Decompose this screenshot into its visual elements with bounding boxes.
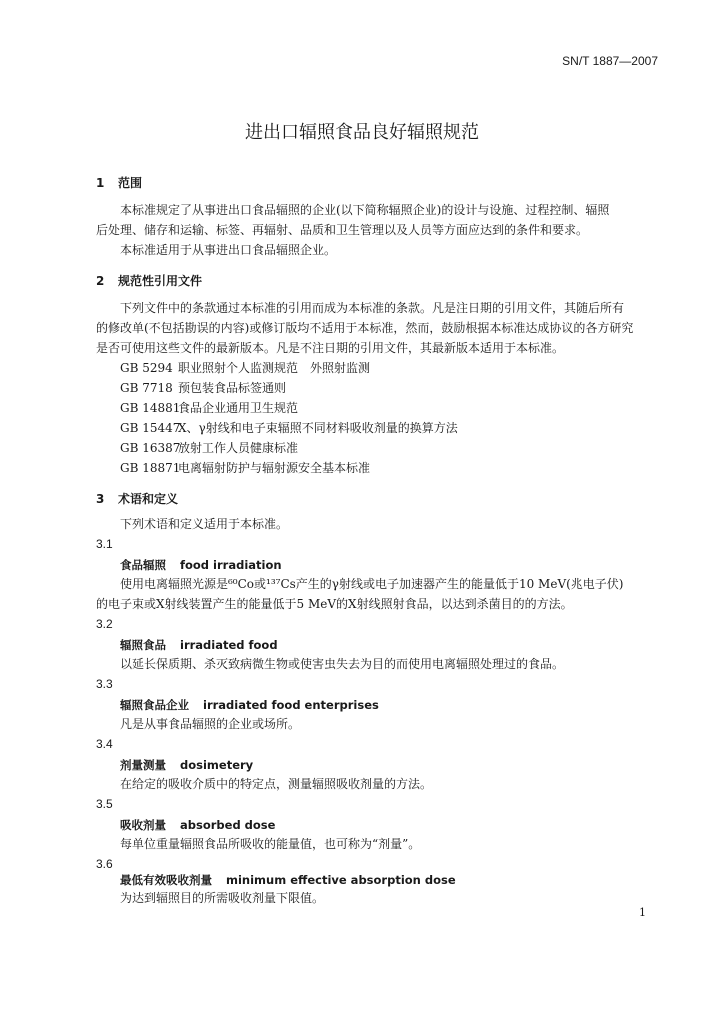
term-definition: 凡是从事食品辐照的企业或场所。: [120, 717, 301, 731]
references-paragraph-line: 是否可使用这些文件的最新版本。凡是不注日期的引用文件，其最新版本适用于本标准。: [96, 341, 565, 355]
term-heading: [120, 872, 456, 888]
term-cn: 剂量测量: [120, 758, 166, 772]
term-definition: 使用电离辐照光源是⁶⁰Co或¹³⁷Cs产生的γ射线或电子加速器产生的能量低于10 MeV(兆电子伏): [120, 577, 624, 591]
reference-item: [120, 378, 286, 398]
clause-number: 3.6: [96, 857, 113, 871]
term-en: minimum effective absorption dose: [226, 873, 456, 887]
term-definition: 的电子束或X射线装置产生的能量低于5 MeV的X射线照射食品，以达到杀菌目的的方法。: [96, 597, 573, 611]
reference-code: GB 7718: [120, 381, 173, 395]
term-cn: 吸收剂量: [120, 818, 166, 832]
references-paragraph-line: 下列文件中的条款通过本标准的引用而成为本标准的条款。凡是注日期的引用文件，其随后所有: [120, 301, 625, 315]
section-title: 范围: [118, 176, 143, 190]
standard-number: SN/T 1887—2007: [562, 54, 658, 68]
reference-code: GB 14881: [120, 401, 181, 415]
term-en: food irradiation: [180, 558, 282, 572]
reference-title: X、γ射线和电子束辐照不同材料吸收剂量的换算方法: [178, 421, 458, 435]
term-heading: [120, 557, 282, 573]
term-heading: [120, 697, 379, 713]
clause-number: 3.1: [96, 537, 113, 551]
reference-code: GB 18871: [120, 461, 181, 475]
term-cn: 食品辐照: [120, 558, 166, 572]
reference-title: 职业照射个人监测规范 外照射监测: [178, 361, 371, 375]
clause-number: 3.4: [96, 737, 113, 751]
section-number: 3: [96, 492, 105, 506]
scope-applicability: 本标准适用于从事进出口食品辐照企业。: [120, 243, 337, 257]
reference-item: [120, 458, 370, 478]
term-definition: 为达到辐照目的所需吸收剂量下限值。: [120, 891, 325, 905]
term-en: irradiated food enterprises: [203, 698, 379, 712]
references-paragraph-line: 的修改单(不包括勘误的内容)或修订版均不适用于本标准，然而，鼓励根据本标准达成协议的各方研究: [96, 321, 634, 335]
term-cn: 辐照食品: [120, 638, 166, 652]
reference-title: 食品企业通用卫生规范: [178, 401, 299, 415]
reference-code: GB 5294: [120, 361, 173, 375]
scope-paragraph-line: 后处理、储存和运输、标签、再辐射、品质和卫生管理以及人员等方面应达到的条件和要求。: [96, 223, 589, 237]
clause-number: 3.2: [96, 617, 113, 631]
terms-intro: 下列术语和定义适用于本标准。: [120, 517, 289, 531]
page-number: 1: [639, 906, 646, 919]
section-number: 1: [96, 176, 105, 190]
section-3-heading: [96, 490, 178, 507]
section-1-heading: [96, 174, 142, 191]
term-heading: [120, 817, 275, 833]
term-en: dosimetery: [180, 758, 254, 772]
clause-number: 3.5: [96, 797, 113, 811]
term-definition: 在给定的吸收介质中的特定点，测量辐照吸收剂量的方法。: [120, 777, 433, 791]
section-title: 规范性引用文件: [118, 274, 203, 288]
reference-item: [120, 418, 458, 438]
term-cn: 辐照食品企业: [120, 698, 189, 712]
term-definition: 每单位重量辐照食品所吸收的能量值，也可称为“剂量”。: [120, 837, 421, 851]
reference-code: GB 16387: [120, 441, 181, 455]
reference-item: [120, 358, 370, 378]
reference-item: [120, 438, 298, 458]
document-title: 进出口辐照食品良好辐照规范: [245, 122, 479, 143]
reference-item: [120, 398, 298, 418]
term-en: absorbed dose: [180, 818, 276, 832]
reference-title: 预包装食品标签通则: [178, 381, 287, 395]
section-number: 2: [96, 274, 105, 288]
reference-code: GB 15447: [120, 421, 181, 435]
term-cn: 最低有效吸收剂量: [120, 873, 212, 887]
section-2-heading: [96, 272, 202, 289]
scope-paragraph-line: 本标准规定了从事进出口食品辐照的企业(以下简称辐照企业)的设计与设施、过程控制、辐照: [120, 203, 610, 217]
term-en: irradiated food: [180, 638, 278, 652]
term-heading: [120, 637, 278, 653]
term-heading: [120, 757, 253, 773]
reference-title: 电离辐射防护与辐射源安全基本标准: [178, 461, 371, 475]
section-title: 术语和定义: [118, 492, 179, 506]
term-definition: 以延长保质期、杀灭致病微生物或使害虫失去为目的而使用电离辐照处理过的食品。: [120, 657, 565, 671]
reference-title: 放射工作人员健康标准: [178, 441, 299, 455]
clause-number: 3.3: [96, 677, 113, 691]
